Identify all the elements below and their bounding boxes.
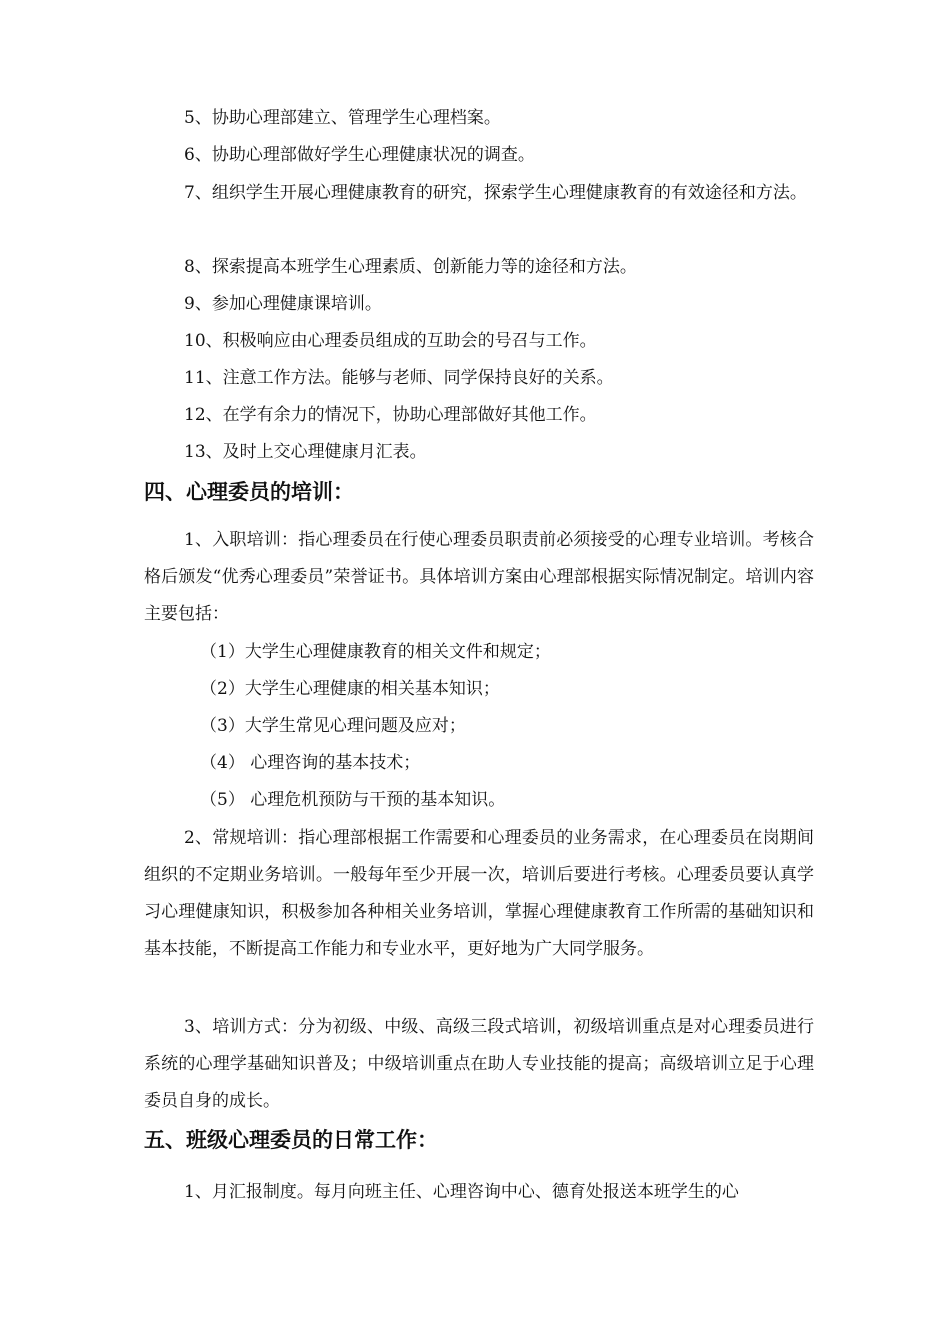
training-content-item-3: （3）大学生常见心理问题及应对； bbox=[200, 716, 466, 736]
duty-item-13: 13、及时上交心理健康月汇表。 bbox=[184, 442, 427, 462]
training-content-item-5: （5） 心理危机预防与干预的基本知识。 bbox=[200, 790, 506, 810]
section-5-heading: 五、班级心理委员的日常工作： bbox=[144, 1128, 438, 1152]
training-content-item-1: （1）大学生心理健康教育的相关文件和规定； bbox=[200, 642, 551, 662]
duty-item-6: 6、协助心理部做好学生心理健康状况的调查。 bbox=[184, 145, 535, 165]
duty-item-11: 11、注意工作方法。能够与老师、同学保持良好的关系。 bbox=[184, 368, 614, 388]
training-content-item-4: （4） 心理咨询的基本技术； bbox=[200, 753, 421, 773]
duty-item-5: 5、协助心理部建立、管理学生心理档案。 bbox=[184, 108, 501, 128]
monthly-report-paragraph: 1、月汇报制度。每月向班主任、心理咨询中心、德育处报送本班学生的心 bbox=[184, 1182, 739, 1202]
duty-item-7: 7、组织学生开展心理健康教育的研究，探索学生心理健康教育的有效途径和方法。 bbox=[184, 183, 807, 203]
training-content-item-2: （2）大学生心理健康的相关基本知识； bbox=[200, 679, 500, 699]
duty-item-9: 9、参加心理健康课培训。 bbox=[184, 294, 382, 314]
duty-item-10: 10、积极响应由心理委员组成的互助会的号召与工作。 bbox=[184, 331, 597, 351]
duty-item-8: 8、探索提高本班学生心理素质、创新能力等的途径和方法。 bbox=[184, 257, 637, 277]
training-method-paragraph: 3、培训方式：分为初级、中级、高级三段式培训，初级培训重点是对心理委员进行系统的心理学基础知识普及；中级培训重点在助人专业技能的提高；高级培训立足于心理委员自身的成长。 bbox=[144, 1017, 814, 1111]
onboarding-training-paragraph: 1、入职培训：指心理委员在行使心理委员职责前必须接受的心理专业培训。考核合格后颁发“优秀心理委员”荣誉证书。具体培训方案由心理部根据实际情况制定。培训内容主要包括： bbox=[144, 530, 814, 624]
duty-item-12: 12、在学有余力的情况下，协助心理部做好其他工作。 bbox=[184, 405, 597, 425]
section-4-heading: 四、心理委员的培训： bbox=[144, 480, 354, 504]
regular-training-paragraph: 2、常规培训：指心理部根据工作需要和心理委员的业务需求，在心理委员在岗期间组织的不定期业务培训。一般每年至少开展一次，培训后要进行考核。心理委员要认真学习心理健康知识，积极参加各种相关业务培训，掌握心理健康教育工作所需的基础知识和基本技能，不断提高工作能力和专业水平，更好地为广大同学服务。 bbox=[144, 828, 814, 959]
